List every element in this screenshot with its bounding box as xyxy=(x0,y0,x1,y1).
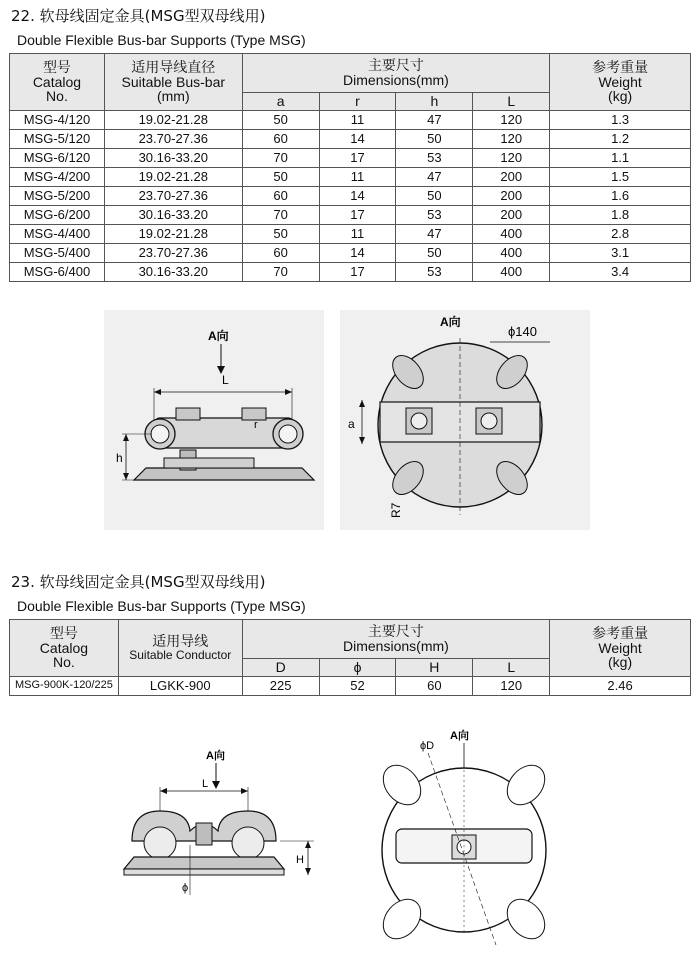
label-H: H xyxy=(296,854,304,866)
table-row: MSG-5/400 23.70-27.36 60 14 50 400 3.1 xyxy=(10,244,691,263)
table-row: MSG-900K-120/225 LGKK-900 225 52 60 120 2.46 xyxy=(10,677,691,696)
header-catalog: 型号 Catalog No. xyxy=(10,54,105,111)
header-a: a xyxy=(242,92,319,110)
spec-table-22 xyxy=(9,53,691,282)
table-row: MSG-6/400 30.16-33.20 70 17 53 400 3.4 xyxy=(10,263,691,282)
header-L: L xyxy=(473,92,550,110)
label-r: r xyxy=(254,419,258,431)
header-D: D xyxy=(242,658,319,676)
label-h: h xyxy=(116,451,123,465)
label-a-direction-23: A向 xyxy=(206,750,225,762)
label-L-23: L xyxy=(202,778,209,790)
table-row: MSG-6/120 30.16-33.20 70 17 53 120 1.1 xyxy=(10,149,691,168)
table-row: MSG-4/400 19.02-21.28 50 11 47 400 2.8 xyxy=(10,225,691,244)
header-suitable-conductor: 适用导线 Suitable Conductor xyxy=(118,620,242,677)
header-h: h xyxy=(396,92,473,110)
label-a-direction-top-23: A向 xyxy=(450,730,469,742)
header-L-23: L xyxy=(473,658,550,676)
section22-title: 22. 软母线固定金具(MSG型双母线用) xyxy=(11,7,266,25)
msg900k-top-view-drawing xyxy=(370,725,570,965)
section23-subtitle: Double Flexible Bus-bar Supports (Type MSG) xyxy=(17,598,306,614)
label-R7: R7 xyxy=(389,502,403,518)
label-a-direction: A向 xyxy=(208,329,229,343)
table-row: MSG-5/200 23.70-27.36 60 14 50 200 1.6 xyxy=(10,187,691,206)
header-weight: 参考重量 Weight (kg) xyxy=(550,54,691,111)
label-phi140: ϕ140 xyxy=(508,324,537,339)
header-r: r xyxy=(319,92,396,110)
msg900k-side-view-drawing xyxy=(110,745,330,905)
header-phi: ϕ xyxy=(319,658,396,676)
table-row: MSG-6/200 30.16-33.20 70 17 53 200 1.8 xyxy=(10,206,691,225)
header-catalog-23: 型号 Catalog No. xyxy=(10,620,119,677)
header-H: H xyxy=(396,658,473,676)
table-row: MSG-4/200 19.02-21.28 50 11 47 200 1.5 xyxy=(10,168,691,187)
label-a-direction-top: A向 xyxy=(440,315,461,329)
header-weight-23: 参考重量 Weight (kg) xyxy=(550,620,691,677)
msg-top-view-drawing xyxy=(340,310,590,530)
table-row: MSG-4/120 19.02-21.28 50 11 47 120 1.3 xyxy=(10,111,691,130)
label-a: a xyxy=(348,417,355,431)
label-L: L xyxy=(222,373,229,387)
msg-side-view-drawing xyxy=(104,310,324,530)
table-row: MSG-5/120 23.70-27.36 60 14 50 120 1.2 xyxy=(10,130,691,149)
section22-subtitle: Double Flexible Bus-bar Supports (Type MSG) xyxy=(17,32,306,48)
header-dimensions-23: 主要尺寸 Dimensions(mm) xyxy=(242,620,549,659)
spec-table-23 xyxy=(9,619,691,696)
label-phiD: ϕD xyxy=(420,740,435,752)
header-suitable-busbar: 适用导线直径 Suitable Bus-bar (mm) xyxy=(104,54,242,111)
label-phi: ϕ xyxy=(182,882,189,894)
header-dimensions: 主要尺寸 Dimensions(mm) xyxy=(242,54,550,93)
section23-title: 23. 软母线固定金具(MSG型双母线用) xyxy=(11,573,266,591)
